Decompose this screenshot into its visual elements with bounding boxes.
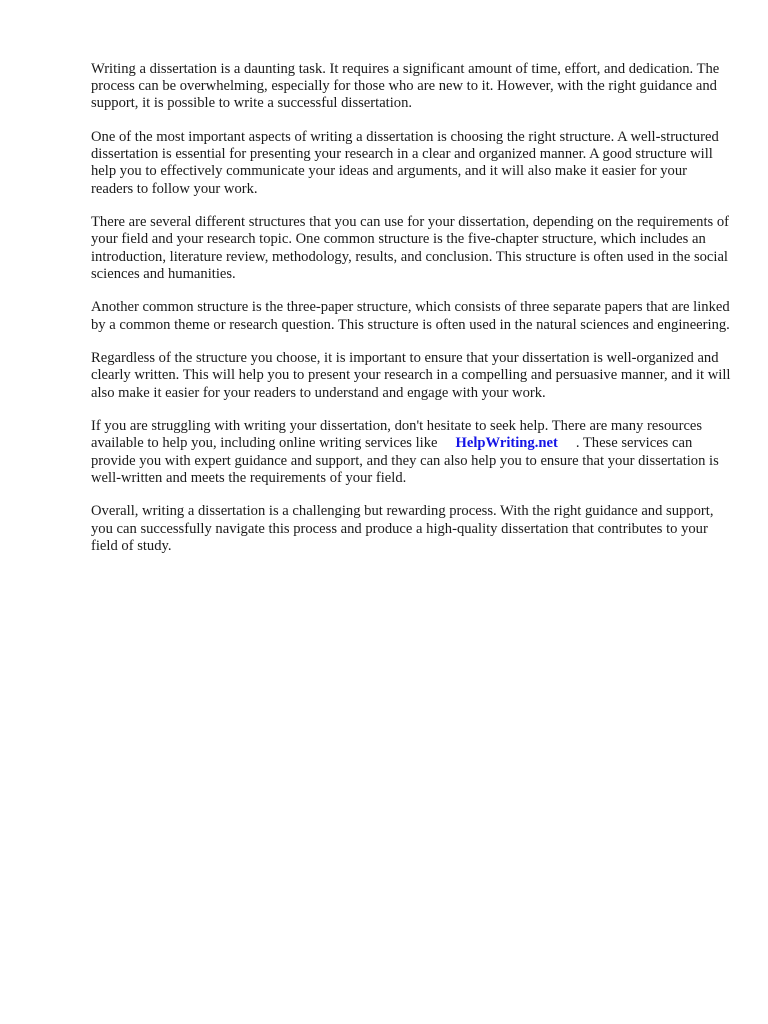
paragraph-five-chapter: There are several different structures that you can use for your dissertation, depending on the requirements of your field and your research topic. One common structure is the five-chapter structure, which includes an introduction, literature review, methodology, results, and conclusion. This structure is often used in the social sciences and humanities.: [91, 214, 729, 282]
paragraph-help: [91, 418, 731, 487]
paragraph-intro: Writing a dissertation is a daunting task. It requires a significant amount of time, effort, and dedication. The process can be overwhelming, especially for those who are new to it. However, with the right guidance and support, it is possible to write a successful dissertation.: [91, 61, 720, 112]
helpwriting-link[interactable]: HelpWriting.net: [455, 435, 558, 452]
help-text-after: . These services can provide you with expert guidance and support, and they can also help you to ensure that your dissertation is well-written and meets the requirements of your field.: [91, 435, 719, 486]
paragraph-organization: Regardless of the structure you choose, it is important to ensure that your dissertation is well-organized and clearly written. This will help you to present your research in a compelling and persuasive manner, and it will also make it easier for your readers to understand and engage with your work.: [91, 350, 731, 401]
paragraph-three-paper: Another common structure is the three-paper structure, which consists of three separate papers that are linked by a common theme or research question. This structure is often used in the natural sciences and engineering.: [91, 299, 730, 333]
paragraph-closing: Overall, writing a dissertation is a challenging but rewarding process. With the right guidance and support, you can successfully navigate this process and produce a high-quality dissertation that contributes to your field of study.: [91, 503, 714, 554]
document-body: [91, 61, 731, 571]
paragraph-structure: One of the most important aspects of writing a dissertation is choosing the right structure. A well-structured dissertation is essential for presenting your research in a clear and organized manner. A good structure will help you to effectively communicate your ideas and arguments, and it will also make it easier for your readers to follow your work.: [91, 129, 719, 197]
help-text-before: If you are struggling with writing your dissertation, don't hesitate to seek help. There are many resources available to help you, including online writing services like: [91, 418, 703, 452]
